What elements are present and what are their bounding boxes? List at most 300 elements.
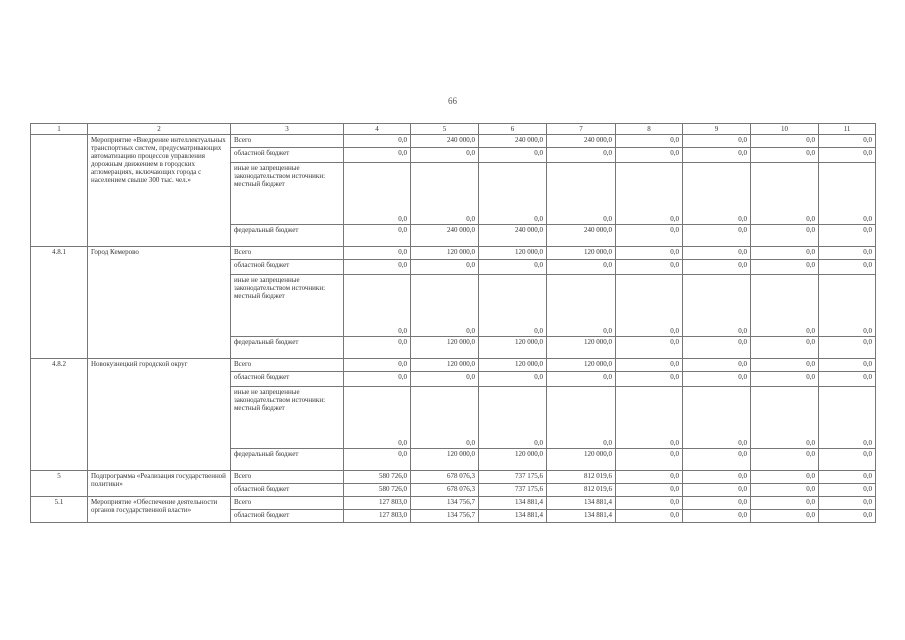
value: 0,0 <box>670 327 679 335</box>
value: 0,0 <box>398 373 407 381</box>
value-cell <box>547 337 616 359</box>
value-cell <box>411 510 479 523</box>
value: 0,0 <box>806 511 815 519</box>
header-cell: 1 <box>31 124 88 135</box>
value: 0,0 <box>806 450 815 458</box>
value: 0,0 <box>466 327 475 335</box>
value-cell <box>344 387 411 449</box>
value-cell <box>819 449 876 471</box>
value-cell <box>819 497 876 510</box>
value: 0,0 <box>863 498 872 506</box>
funding-source-label: областной бюджет <box>234 485 290 493</box>
value-cell <box>683 135 751 148</box>
value: 737 175,6 <box>515 472 543 480</box>
value-cell <box>479 275 547 337</box>
funding-source <box>231 359 344 372</box>
value: 0,0 <box>806 338 815 346</box>
value: 0,0 <box>806 485 815 493</box>
value-cell <box>819 225 876 247</box>
value-cell <box>683 387 751 449</box>
funding-source <box>231 247 344 260</box>
value: 0,0 <box>863 149 872 157</box>
value-cell <box>819 148 876 163</box>
value-cell <box>344 135 411 148</box>
row-title: Город Кемерово <box>88 247 231 359</box>
value: 0,0 <box>738 472 747 480</box>
value: 120 000,0 <box>447 248 475 256</box>
value-cell <box>547 471 616 484</box>
value: 0,0 <box>863 338 872 346</box>
value-cell <box>616 484 683 497</box>
value-cell <box>683 372 751 387</box>
value-cell <box>479 510 547 523</box>
value: 0,0 <box>863 327 872 335</box>
value-cell <box>547 359 616 372</box>
value-cell <box>547 135 616 148</box>
value: 0,0 <box>738 261 747 269</box>
value-cell <box>344 225 411 247</box>
funding-source-label: областной бюджет <box>234 149 290 157</box>
value: 0,0 <box>806 248 815 256</box>
value-cell <box>344 163 411 225</box>
value: 0,0 <box>670 261 679 269</box>
value: 0,0 <box>466 215 475 223</box>
value-cell <box>683 497 751 510</box>
value: 0,0 <box>806 472 815 480</box>
value-cell <box>479 497 547 510</box>
value-cell <box>616 135 683 148</box>
value-cell <box>616 471 683 484</box>
header-cell: 11 <box>819 124 876 135</box>
value: 0,0 <box>534 327 543 335</box>
value-cell <box>344 359 411 372</box>
value: 0,0 <box>670 450 679 458</box>
funding-source <box>231 510 344 523</box>
row-title: Подпрограмма «Реализация государственной политики» <box>88 471 231 497</box>
value-cell <box>683 260 751 275</box>
value: 0,0 <box>398 439 407 447</box>
value: 0,0 <box>863 472 872 480</box>
funding-source-label: иные не запрещенные законодательством источники: <box>234 164 326 180</box>
value-cell <box>683 225 751 247</box>
value: 120 000,0 <box>584 360 612 368</box>
funding-source <box>231 135 344 148</box>
value-cell <box>547 387 616 449</box>
value: 0,0 <box>670 248 679 256</box>
value-cell <box>547 148 616 163</box>
value: 0,0 <box>603 261 612 269</box>
value-cell <box>344 148 411 163</box>
value: 0,0 <box>466 439 475 447</box>
value-cell <box>683 471 751 484</box>
value: 127 803,0 <box>379 511 407 519</box>
value-cell <box>479 260 547 275</box>
value-cell <box>411 484 479 497</box>
value: 134 756,7 <box>447 511 475 519</box>
value: 0,0 <box>738 215 747 223</box>
value: 0,0 <box>806 261 815 269</box>
value: 0,0 <box>398 360 407 368</box>
value: 120 000,0 <box>447 360 475 368</box>
value: 240 000,0 <box>515 226 543 234</box>
funding-source-label: Всего <box>234 136 252 144</box>
value: 0,0 <box>738 450 747 458</box>
value-cell <box>751 260 819 275</box>
value: 0,0 <box>534 439 543 447</box>
funding-source <box>231 471 344 484</box>
value-cell <box>411 275 479 337</box>
value-cell <box>616 148 683 163</box>
page-number: 66 <box>448 96 457 106</box>
value-cell <box>344 497 411 510</box>
value: 0,0 <box>806 373 815 381</box>
value: 0,0 <box>670 439 679 447</box>
value-cell <box>751 484 819 497</box>
value-cell <box>683 337 751 359</box>
value-cell <box>819 387 876 449</box>
value-cell <box>411 372 479 387</box>
value: 0,0 <box>806 439 815 447</box>
row-id: 5.1 <box>31 497 88 523</box>
value: 0,0 <box>603 149 612 157</box>
value-cell <box>819 359 876 372</box>
value-cell <box>751 387 819 449</box>
value-cell <box>751 247 819 260</box>
value: 120 000,0 <box>447 450 475 458</box>
value: 0,0 <box>738 338 747 346</box>
value-cell <box>479 247 547 260</box>
value-cell <box>819 484 876 497</box>
value: 0,0 <box>738 136 747 144</box>
header-cell: 5 <box>411 124 479 135</box>
header-row <box>31 124 876 135</box>
value-cell <box>751 510 819 523</box>
value-cell <box>616 163 683 225</box>
funding-source <box>231 497 344 510</box>
header-cell: 8 <box>616 124 683 135</box>
value: 0,0 <box>398 149 407 157</box>
value: 0,0 <box>670 149 679 157</box>
value: 127 803,0 <box>379 498 407 506</box>
funding-source <box>231 484 344 497</box>
value-cell <box>344 275 411 337</box>
value: 0,0 <box>738 511 747 519</box>
table-row <box>31 359 876 372</box>
value-cell <box>683 449 751 471</box>
funding-source <box>231 449 344 471</box>
value-cell <box>616 275 683 337</box>
value-cell <box>751 225 819 247</box>
value-cell <box>479 359 547 372</box>
value: 0,0 <box>738 149 747 157</box>
value: 134 881,4 <box>584 511 612 519</box>
value: 0,0 <box>863 226 872 234</box>
value-cell <box>751 275 819 337</box>
value: 0,0 <box>398 450 407 458</box>
value: 0,0 <box>670 338 679 346</box>
funding-source <box>231 148 344 163</box>
funding-source-label: федеральный бюджет <box>234 450 299 458</box>
value: 0,0 <box>670 498 679 506</box>
value-cell <box>683 163 751 225</box>
funding-source-label: Всего <box>234 472 252 480</box>
value-cell <box>479 372 547 387</box>
value-cell <box>411 497 479 510</box>
value-cell <box>344 471 411 484</box>
header-cell: 3 <box>231 124 344 135</box>
value-cell <box>683 148 751 163</box>
value-cell <box>547 497 616 510</box>
value-cell <box>751 359 819 372</box>
funding-source-label: местный бюджет <box>234 292 285 300</box>
value-cell <box>683 484 751 497</box>
value: 0,0 <box>738 360 747 368</box>
funding-source-label: областной бюджет <box>234 261 290 269</box>
value-cell <box>616 247 683 260</box>
funding-source-label: федеральный бюджет <box>234 226 299 234</box>
value: 0,0 <box>738 327 747 335</box>
value: 0,0 <box>738 498 747 506</box>
value-cell <box>751 163 819 225</box>
value: 0,0 <box>603 373 612 381</box>
row-id: 4.8.1 <box>31 247 88 359</box>
value-cell <box>819 337 876 359</box>
row-id <box>31 135 88 247</box>
value-cell <box>411 247 479 260</box>
value-cell <box>751 148 819 163</box>
value-cell <box>344 260 411 275</box>
value-cell <box>344 372 411 387</box>
value-cell <box>479 148 547 163</box>
value-cell <box>547 163 616 225</box>
value-cell <box>547 247 616 260</box>
value: 812 019,6 <box>584 472 612 480</box>
value-cell <box>411 387 479 449</box>
funding-source <box>231 260 344 275</box>
header-cell: 4 <box>344 124 411 135</box>
value-cell <box>751 135 819 148</box>
table-row <box>31 471 876 484</box>
table-row <box>31 497 876 510</box>
value: 0,0 <box>863 439 872 447</box>
value: 737 175,6 <box>515 485 543 493</box>
value: 0,0 <box>670 136 679 144</box>
value: 0,0 <box>863 485 872 493</box>
value-cell <box>616 225 683 247</box>
table-row <box>31 135 876 148</box>
value: 812 019,6 <box>584 485 612 493</box>
funding-source <box>231 163 344 225</box>
row-id: 5 <box>31 471 88 497</box>
budget-table <box>30 123 876 523</box>
value: 0,0 <box>738 439 747 447</box>
funding-source-label: Всего <box>234 248 252 256</box>
value-cell <box>344 337 411 359</box>
funding-source-label: Всего <box>234 498 252 506</box>
value: 134 881,4 <box>584 498 612 506</box>
value-cell <box>819 471 876 484</box>
value: 240 000,0 <box>447 226 475 234</box>
header-cell: 6 <box>479 124 547 135</box>
value: 0,0 <box>398 136 407 144</box>
value: 0,0 <box>670 485 679 493</box>
value: 0,0 <box>806 498 815 506</box>
value: 0,0 <box>806 226 815 234</box>
value-cell <box>479 387 547 449</box>
value-cell <box>751 471 819 484</box>
value: 120 000,0 <box>447 338 475 346</box>
value: 0,0 <box>398 261 407 269</box>
value: 0,0 <box>806 215 815 223</box>
value: 0,0 <box>398 226 407 234</box>
value: 120 000,0 <box>584 338 612 346</box>
value: 0,0 <box>806 136 815 144</box>
funding-source-label: иные не запрещенные законодательством источники: <box>234 276 326 292</box>
value-cell <box>819 247 876 260</box>
value-cell <box>411 135 479 148</box>
funding-source <box>231 372 344 387</box>
value: 0,0 <box>534 373 543 381</box>
value: 0,0 <box>534 261 543 269</box>
value: 240 000,0 <box>447 136 475 144</box>
value: 0,0 <box>398 327 407 335</box>
value: 134 881,4 <box>515 498 543 506</box>
funding-source-label: иные не запрещенные законодательством источники: <box>234 388 326 404</box>
value-cell <box>411 260 479 275</box>
value: 0,0 <box>806 149 815 157</box>
value: 0,0 <box>670 373 679 381</box>
funding-source <box>231 225 344 247</box>
value: 0,0 <box>738 226 747 234</box>
value-cell <box>344 247 411 260</box>
value-cell <box>479 449 547 471</box>
value-cell <box>683 247 751 260</box>
value: 0,0 <box>738 248 747 256</box>
value: 0,0 <box>863 261 872 269</box>
value-cell <box>616 260 683 275</box>
value-cell <box>411 471 479 484</box>
value-cell <box>616 372 683 387</box>
value-cell <box>547 260 616 275</box>
funding-source-label: областной бюджет <box>234 373 290 381</box>
value-cell <box>683 510 751 523</box>
value: 0,0 <box>806 327 815 335</box>
value-cell <box>819 135 876 148</box>
value: 0,0 <box>603 215 612 223</box>
value-cell <box>616 359 683 372</box>
header-cell: 7 <box>547 124 616 135</box>
value: 0,0 <box>863 136 872 144</box>
funding-source-label: Всего <box>234 360 252 368</box>
value: 0,0 <box>670 360 679 368</box>
value: 0,0 <box>603 327 612 335</box>
value: 0,0 <box>534 149 543 157</box>
value: 0,0 <box>534 215 543 223</box>
value: 0,0 <box>398 338 407 346</box>
value: 120 000,0 <box>584 248 612 256</box>
value-cell <box>819 260 876 275</box>
row-title: Мероприятие «Внедрение интеллектуальных транспортных систем, предусматривающих автоматизацию процессов управления дорожным движением в городских агломерациях, включающих города с населением свыше 300 тыс. чел.» <box>88 135 231 247</box>
value: 678 076,3 <box>447 472 475 480</box>
value-cell <box>547 372 616 387</box>
value-cell <box>751 497 819 510</box>
value-cell <box>616 449 683 471</box>
value-cell <box>479 135 547 148</box>
value-cell <box>479 337 547 359</box>
value: 580 726,0 <box>379 472 407 480</box>
value-cell <box>547 225 616 247</box>
value: 678 076,3 <box>447 485 475 493</box>
funding-source-label: федеральный бюджет <box>234 338 299 346</box>
funding-source-label: местный бюджет <box>234 180 285 188</box>
value-cell <box>344 484 411 497</box>
value-cell <box>411 337 479 359</box>
funding-source-label: местный бюджет <box>234 404 285 412</box>
value: 240 000,0 <box>584 226 612 234</box>
row-title: Мероприятие «Обеспечение деятельности органов государственной власти» <box>88 497 231 523</box>
value-cell <box>411 359 479 372</box>
value-cell <box>411 148 479 163</box>
value: 0,0 <box>863 360 872 368</box>
value-cell <box>751 449 819 471</box>
header-cell: 10 <box>751 124 819 135</box>
value: 0,0 <box>738 485 747 493</box>
value-cell <box>479 163 547 225</box>
value: 0,0 <box>670 472 679 480</box>
funding-source <box>231 275 344 337</box>
value: 0,0 <box>670 215 679 223</box>
value-cell <box>547 275 616 337</box>
value: 0,0 <box>670 226 679 234</box>
value-cell <box>411 225 479 247</box>
value-cell <box>616 497 683 510</box>
value: 0,0 <box>863 511 872 519</box>
funding-source <box>231 337 344 359</box>
value: 0,0 <box>670 511 679 519</box>
value-cell <box>411 449 479 471</box>
value: 240 000,0 <box>584 136 612 144</box>
value: 580 726,0 <box>379 485 407 493</box>
row-title: Новокузнецкий городской округ <box>88 359 231 471</box>
value-cell <box>819 510 876 523</box>
header-cell: 9 <box>683 124 751 135</box>
value: 120 000,0 <box>584 450 612 458</box>
value: 120 000,0 <box>515 248 543 256</box>
value-cell <box>683 275 751 337</box>
value: 0,0 <box>863 450 872 458</box>
funding-source-label: областной бюджет <box>234 511 290 519</box>
value: 0,0 <box>863 248 872 256</box>
row-id: 4.8.2 <box>31 359 88 471</box>
value: 0,0 <box>738 373 747 381</box>
value-cell <box>616 387 683 449</box>
value: 0,0 <box>806 360 815 368</box>
value-cell <box>479 225 547 247</box>
value: 0,0 <box>398 248 407 256</box>
value: 0,0 <box>466 373 475 381</box>
value-cell <box>819 163 876 225</box>
value-cell <box>683 359 751 372</box>
value: 0,0 <box>863 215 872 223</box>
value-cell <box>751 372 819 387</box>
value: 240 000,0 <box>515 136 543 144</box>
value-cell <box>751 337 819 359</box>
value: 0,0 <box>466 261 475 269</box>
table-row <box>31 247 876 260</box>
value-cell <box>616 337 683 359</box>
value-cell <box>616 510 683 523</box>
value: 134 881,4 <box>515 511 543 519</box>
